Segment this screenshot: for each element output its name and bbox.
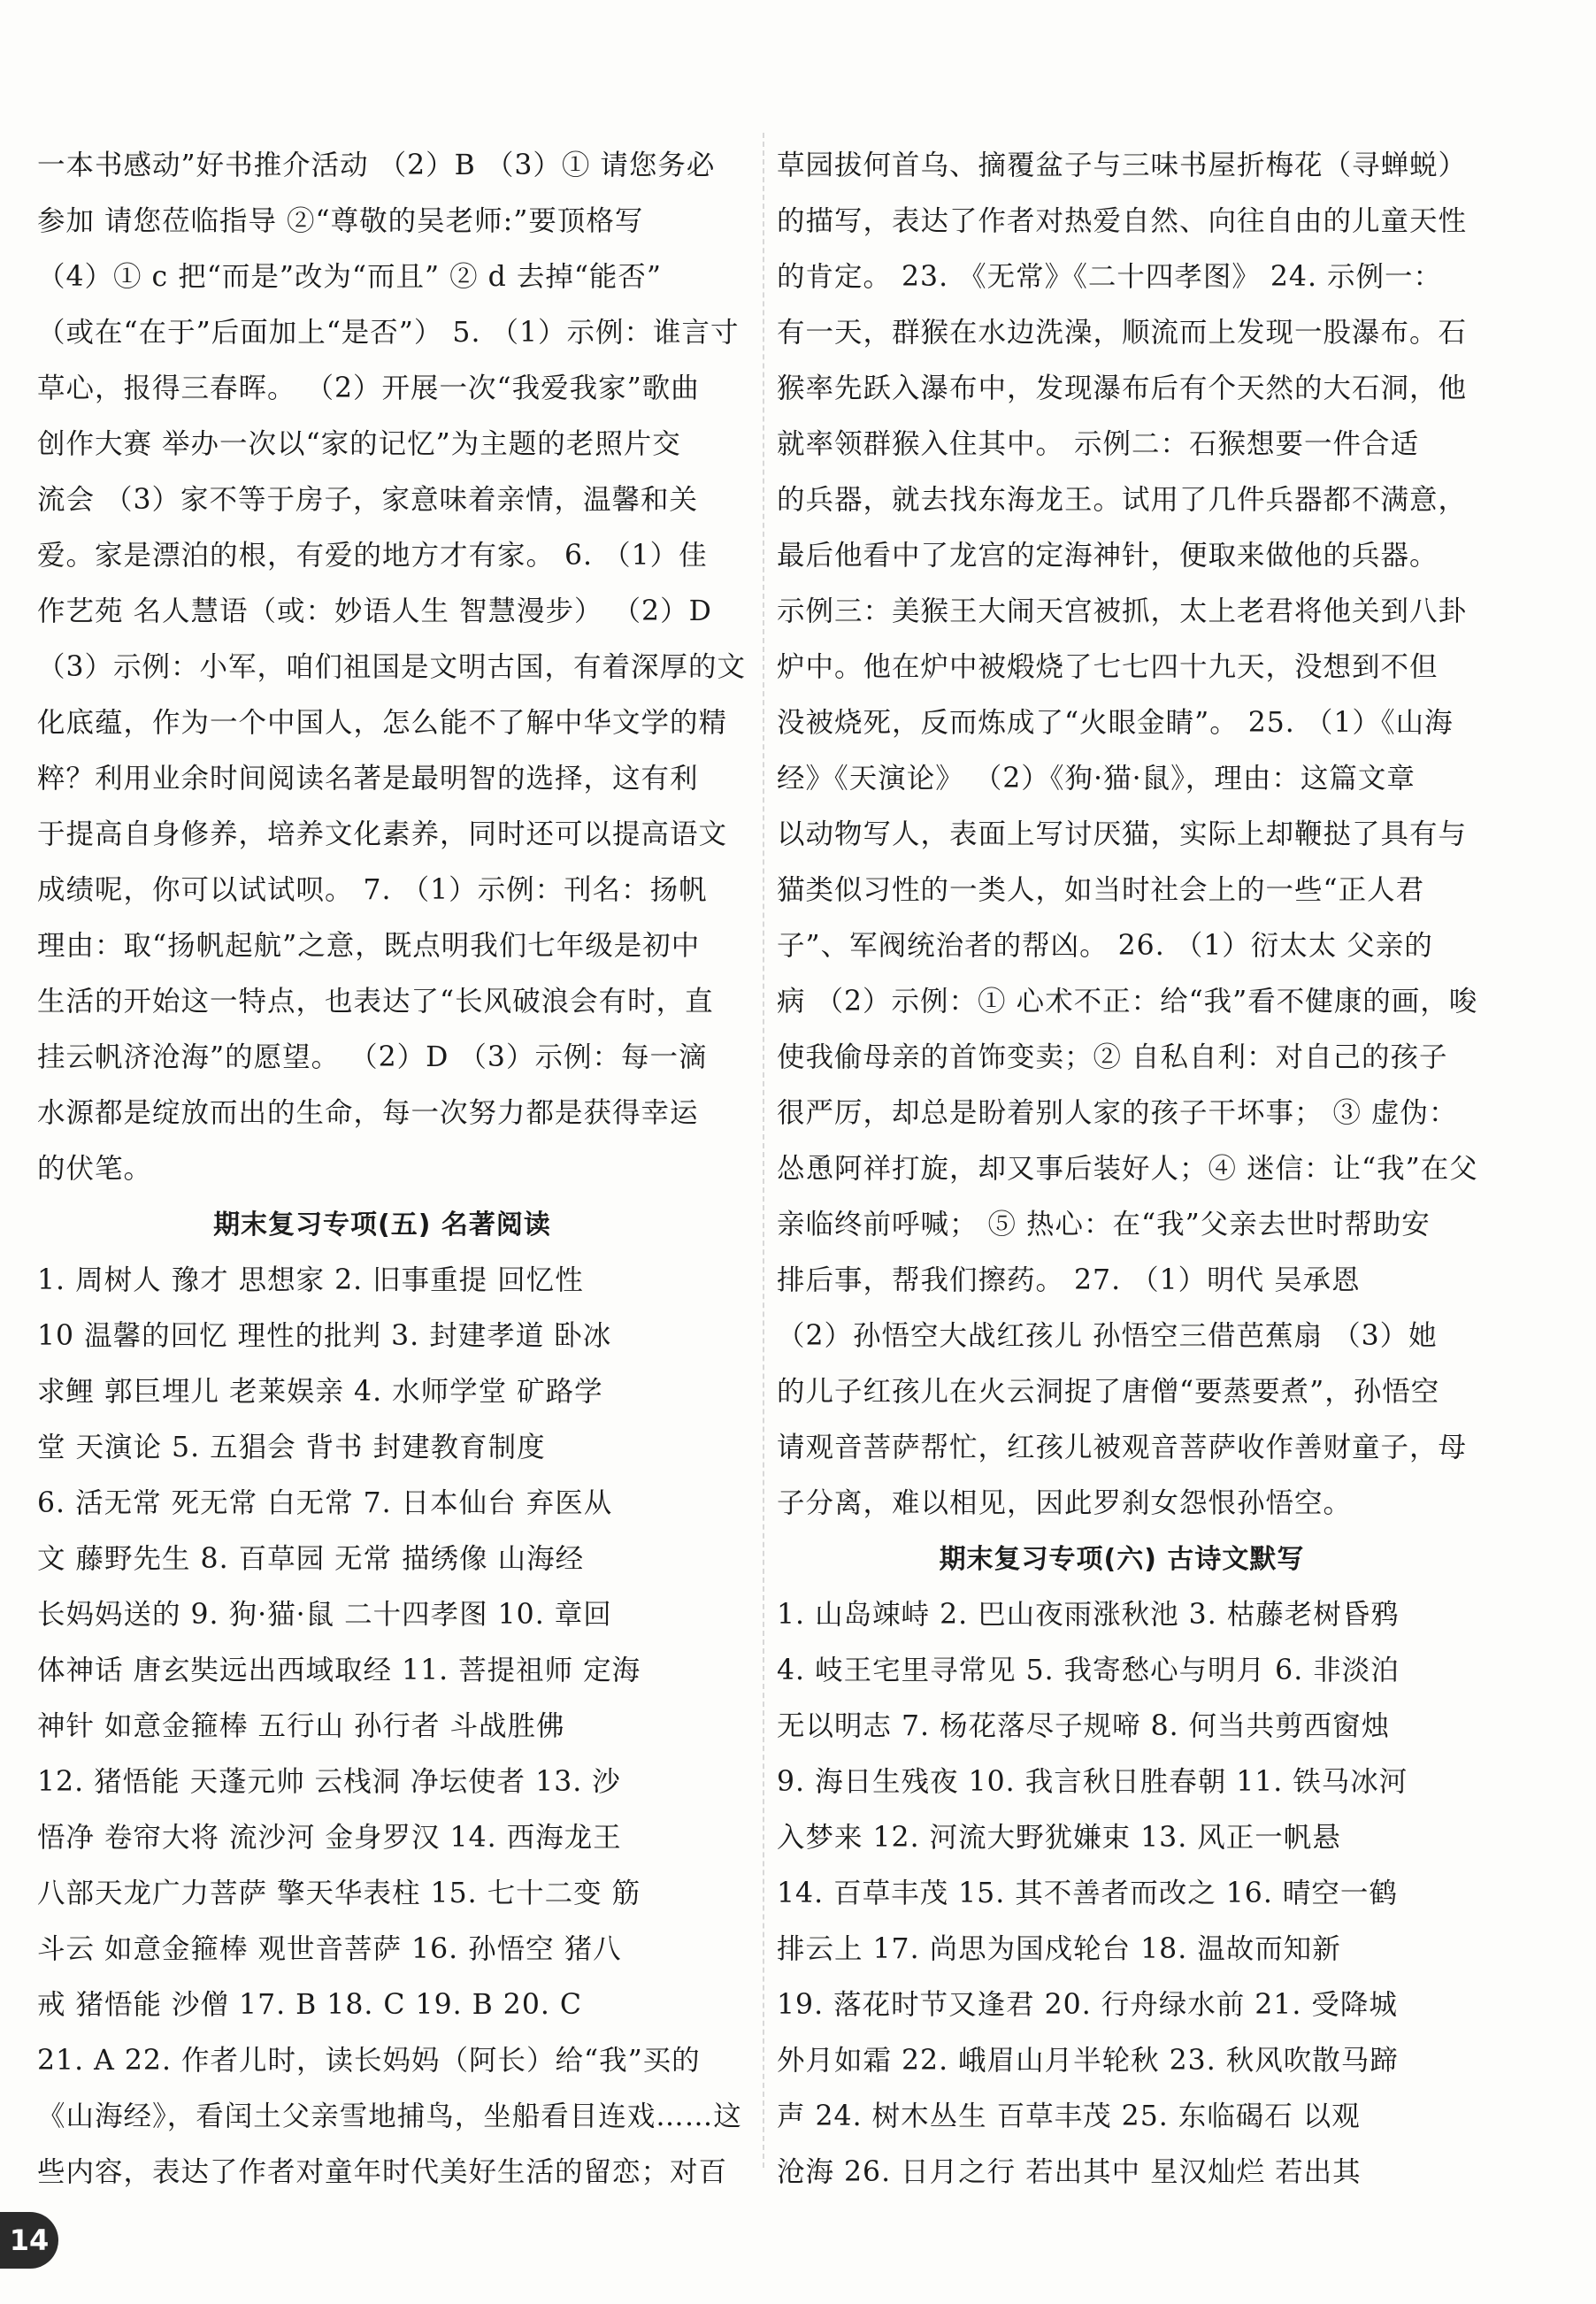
text-line: 作艺苑 名人慧语（或：妙语人生 智慧漫步） （2）D xyxy=(37,595,712,627)
text-line: 创作大赛 举办一次以“家的记忆”为主题的老照片交 xyxy=(37,428,681,460)
text-line: 1. 山岛竦峙 2. 巴山夜雨涨秋池 3. 枯藤老树昏鸦 xyxy=(777,1599,1400,1631)
text-line: 文 藤野先生 8. 百草园 无常 描绣像 山海经 xyxy=(37,1543,585,1575)
text-line: 12. 猪悟能 天蓬元帅 云栈洞 净坛使者 13. 沙 xyxy=(37,1766,621,1798)
text-line: 长妈妈送的 9. 狗·猫·鼠 二十四孝图 10. 章回 xyxy=(37,1599,612,1631)
text-line: 19. 落花时节又逢君 20. 行舟绿水前 21. 受降城 xyxy=(777,1989,1398,2021)
text-line: 很严厉，却总是盼着别人家的孩子干坏事； ③ 虚伪： xyxy=(777,1097,1458,1129)
text-line: 八部天龙广力菩萨 擎天华表柱 15. 七十二变 筋 xyxy=(37,1878,641,1909)
text-line: 1. 周树人 豫才 思想家 2. 旧事重提 回忆性 xyxy=(37,1264,584,1296)
text-line: 化底蕴，作为一个中国人，怎么能不了解中华文学的精 xyxy=(37,707,728,739)
text-line: 怂恿阿祥打旋，却又事后装好人；④ 迷信：让“我”在父 xyxy=(777,1153,1478,1185)
text-line: 14. 百草丰茂 15. 其不善者而改之 16. 晴空一鹤 xyxy=(777,1878,1398,1909)
text-line: 10 温馨的回忆 理性的批判 3. 封建孝道 卧冰 xyxy=(37,1320,612,1352)
text-line: 使我偷母亲的首饰变卖；② 自私自利：对自己的孩子 xyxy=(777,1041,1448,1073)
text-line: 的兵器，就去找东海龙王。试用了几件兵器都不满意， xyxy=(777,484,1468,516)
text-line: 病 （2）示例：① 心术不正：给“我”看不健康的画，唆 xyxy=(777,986,1478,1018)
text-line: 生活的开始这一特点，也表达了“长风破浪会有时，直 xyxy=(37,986,714,1018)
text-line: 戒 猪悟能 沙僧 17. B 18. C 19. B 20. C xyxy=(37,1989,583,2021)
text-line: 子分离，难以相见，因此罗刹女怨恨孙悟空。 xyxy=(777,1487,1353,1519)
section-heading: 期末复习专项(六) 古诗文默写 xyxy=(939,1544,1305,1575)
text-line: 参加 请您莅临指导 ②“尊敬的吴老师:”要顶格写 xyxy=(37,205,644,237)
right-column xyxy=(777,138,1478,2200)
text-line: 堂 天演论 5. 五猖会 背书 封建教育制度 xyxy=(37,1432,546,1463)
text-line: 请观音菩萨帮忙，红孩儿被观音菩萨收作善财童子，母 xyxy=(777,1432,1468,1463)
text-line: 猴率先跃入瀑布中，发现瀑布后有个天然的大石洞，他 xyxy=(777,372,1468,404)
text-line: 21. A 22. 作者儿时，读长妈妈（阿长）给“我”买的 xyxy=(37,2045,701,2077)
text-line: （3）示例：小军，咱们祖国是文明古国，有着深厚的文 xyxy=(37,651,747,683)
text-line: 声 24. 树木丛生 百草丰茂 25. 东临碣石 以观 xyxy=(777,2100,1361,2132)
text-line: 的伏笔。 xyxy=(37,1153,153,1185)
text-line: 斗云 如意金箍棒 观世音菩萨 16. 孙悟空 猪八 xyxy=(37,1933,622,1965)
text-line: 示例三：美猴王大闹天宫被抓，太上老君将他关到八卦 xyxy=(777,595,1468,627)
text-line: 一本书感动”好书推介活动 （2）B （3）① 请您务必 xyxy=(37,150,716,181)
page-number-badge: 14 xyxy=(0,2212,58,2269)
text-line: 猫类似习性的一类人，如当时社会上的一些“正人君 xyxy=(777,874,1425,906)
left-column xyxy=(37,138,747,2200)
text-line: 以动物写人，表面上写讨厌猫，实际上却鞭挞了具有与 xyxy=(777,818,1468,850)
text-line: 炉中。他在炉中被煅烧了七七四十九天，没想到不但 xyxy=(777,651,1439,683)
text-line: 排后事，帮我们擦药。 27. （1）明代 吴承恩 xyxy=(777,1264,1361,1296)
text-line: 草园拔何首乌、摘覆盆子与三味书屋折梅花（寻蝉蜕） xyxy=(777,150,1468,181)
text-line: 《山海经》，看闰土父亲雪地捕鸟，坐船看目连戏……这 xyxy=(37,2100,742,2132)
text-line: 6. 活无常 死无常 白无常 7. 日本仙台 弃医从 xyxy=(37,1487,613,1519)
text-line: 外月如霜 22. 峨眉山月半轮秋 23. 秋风吹散马蹄 xyxy=(777,2045,1399,2077)
text-line: 粹？利用业余时间阅读名著是最明智的选择，这有利 xyxy=(37,763,699,795)
text-line: 体神话 唐玄奘远出西域取经 11. 菩提祖师 定海 xyxy=(37,1655,641,1686)
text-line: 的肯定。 23. 《无常》《二十四孝图》 24. 示例一： xyxy=(777,261,1442,293)
text-line: 于提高自身修养，培养文化素养，同时还可以提高语文 xyxy=(37,818,728,850)
text-line: 的儿子红孩儿在火云洞捉了唐僧“要蒸要煮”，孙悟空 xyxy=(777,1376,1440,1408)
text-line: 亲临终前呼喊； ⑤ 热心：在“我”父亲去世时帮助安 xyxy=(777,1209,1431,1240)
text-line: 9. 海日生残夜 10. 我言秋日胜春朝 11. 铁马冰河 xyxy=(777,1766,1408,1798)
text-line: 排云上 17. 尚思为国戍轮台 18. 温故而知新 xyxy=(777,1933,1341,1965)
column-divider xyxy=(763,133,766,2168)
text-line: （4）① c 把“而是”改为“而且” ② d 去掉“能否” xyxy=(37,261,663,293)
text-line: 的描写，表达了作者对热爱自然、向往自由的儿童天性 xyxy=(777,205,1468,237)
text-line: （或在“在于”后面加上“是否”） 5. （1）示例：谁言寸 xyxy=(37,317,740,349)
text-line: 流会 （3）家不等于房子，家意味着亲情，温馨和关 xyxy=(37,484,699,516)
text-line: 理由：取“扬帆起航”之意，既点明我们七年级是初中 xyxy=(37,930,701,962)
text-line: 些内容，表达了作者对童年时代美好生活的留恋；对百 xyxy=(37,2156,728,2188)
text-line: 没被烧死，反而炼成了“火眼金睛”。 25. （1）《山海 xyxy=(777,707,1454,739)
text-line: 水源都是绽放而出的生命，每一次努力都是获得幸运 xyxy=(37,1097,699,1129)
text-line: 子”、军阀统治者的帮凶。 26. （1）衍太太 父亲的 xyxy=(777,930,1433,962)
text-line: 4. 岐王宅里寻常见 5. 我寄愁心与明月 6. 非淡泊 xyxy=(777,1655,1400,1686)
text-line: 挂云帆济沧海”的愿望。 （2）D （3）示例：每一滴 xyxy=(37,1041,708,1073)
text-line: （2）孙悟空大战红孩儿 孙悟空三借芭蕉扇 （3）她 xyxy=(777,1320,1438,1352)
text-line: 有一天，群猴在水边洗澡，顺流而上发现一股瀑布。石 xyxy=(777,317,1468,349)
text-line: 爱。家是漂泊的根，有爱的地方才有家。 6. （1）佳 xyxy=(37,540,708,572)
text-line: 沧海 26. 日月之行 若出其中 星汉灿烂 若出其 xyxy=(777,2156,1362,2188)
text-line: 就率领群猴入住其中。 示例二：石猴想要一件合适 xyxy=(777,428,1420,460)
text-line: 入梦来 12. 河流大野犹嫌束 13. 风正一帆悬 xyxy=(777,1822,1341,1854)
text-line: 悟净 卷帘大将 流沙河 金身罗汉 14. 西海龙王 xyxy=(37,1822,622,1854)
text-line: 草心，报得三春晖。 （2）开展一次“我爱我家”歌曲 xyxy=(37,372,700,404)
text-line: 无以明志 7. 杨花落尽子规啼 8. 何当共剪西窗烛 xyxy=(777,1710,1391,1742)
section-heading: 期末复习专项(五) 名著阅读 xyxy=(213,1210,551,1240)
text-line: 最后他看中了龙宫的定海神针，便取来做他的兵器。 xyxy=(777,540,1439,572)
text-line: 成绩呢，你可以试试呗。 7. （1）示例：刊名：扬帆 xyxy=(37,874,708,906)
text-line: 求鲤 郭巨埋儿 老莱娱亲 4. 水师学堂 矿路学 xyxy=(37,1376,603,1408)
text-line: 经》《天演论》 （2）《狗·猫·鼠》，理由：这篇文章 xyxy=(777,763,1416,795)
text-line: 神针 如意金箍棒 五行山 孙行者 斗战胜佛 xyxy=(37,1710,565,1742)
